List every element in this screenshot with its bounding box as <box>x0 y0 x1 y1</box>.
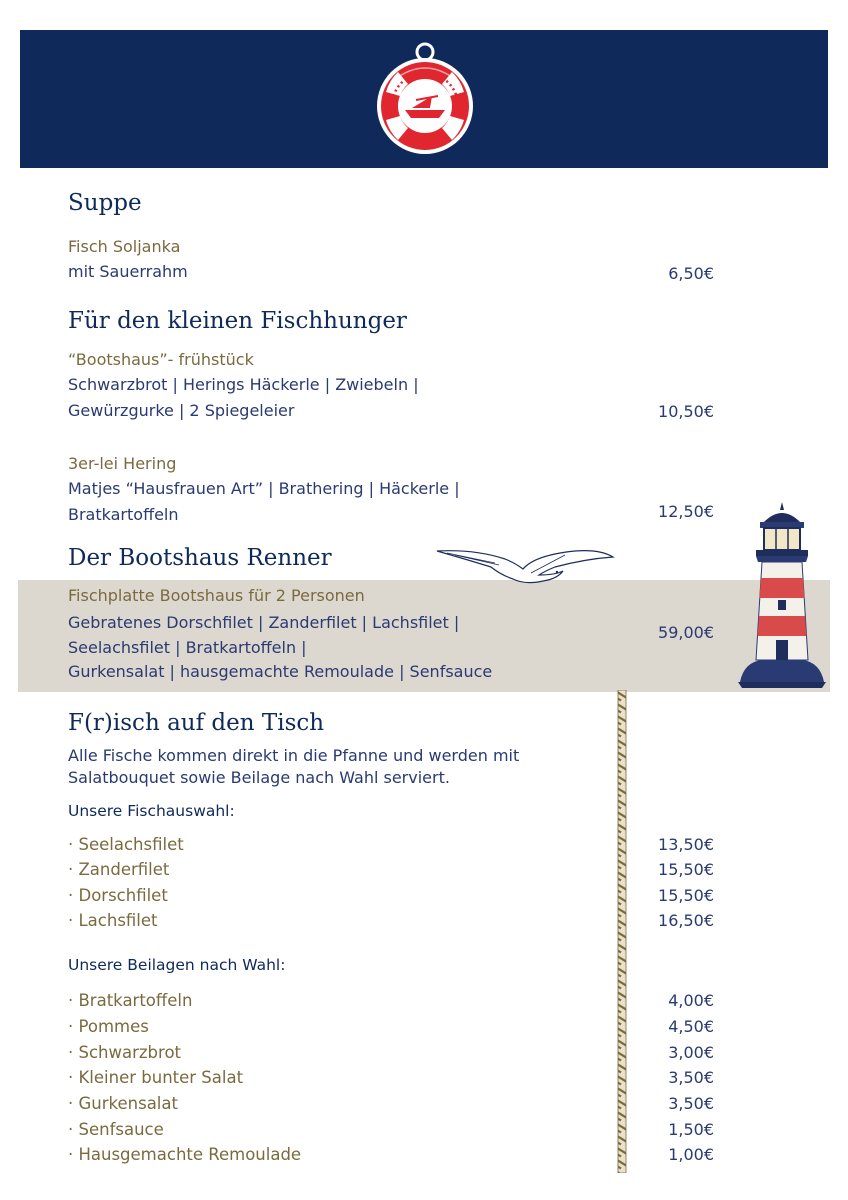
seagull-icon <box>435 545 615 590</box>
item-price: 6,50€ <box>668 264 714 283</box>
item-description: Gebratenes Dorschfilet | Zanderfilet | Lachsfilet | <box>68 613 460 632</box>
list-item: · Dorschfilet <box>68 886 168 905</box>
item-name: 3er-lei Hering <box>68 454 177 473</box>
list-item: · Pommes <box>68 1017 149 1036</box>
item-price: 3,50€ <box>668 1068 714 1087</box>
item-description: Gewürzgurke | 2 Spiegeleier <box>68 401 295 420</box>
rope-icon <box>617 690 627 1173</box>
item-description: Bratkartoffeln <box>68 505 179 524</box>
section-title-frisch: F(r)isch auf den Tisch <box>68 710 325 736</box>
list-item: · Gurkensalat <box>68 1094 178 1113</box>
list-item: · Kleiner bunter Salat <box>68 1068 244 1087</box>
item-description: mit Sauerrahm <box>68 262 188 281</box>
lighthouse-icon <box>736 500 828 690</box>
item-price: 10,50€ <box>658 402 714 421</box>
item-name: “Bootshaus”- frühstück <box>68 350 254 369</box>
item-price: 12,50€ <box>658 502 714 521</box>
list-item: · Senfsauce <box>68 1120 164 1139</box>
item-price: 15,50€ <box>658 860 714 879</box>
list-item: · Hausgemachte Remoulade <box>68 1145 302 1164</box>
list-item: · Seelachsfilet <box>68 835 184 854</box>
item-description: Matjes “Hausfrauen Art” | Brathering | Häckerle | <box>68 479 460 498</box>
item-price: 3,00€ <box>668 1043 714 1062</box>
item-description: Gurkensalat | hausgemachte Remoulade | Senfsauce <box>68 662 493 681</box>
item-price: 13,50€ <box>658 835 714 854</box>
item-price: 16,50€ <box>658 911 714 930</box>
section-title-renner: Der Bootshaus Renner <box>68 545 332 571</box>
item-price: 59,00€ <box>658 623 714 642</box>
item-price: 4,00€ <box>668 991 714 1010</box>
section-intro: Salatbouquet sowie Beilage nach Wahl serviert. <box>68 768 450 787</box>
section-intro: Alle Fische kommen direkt in die Pfanne und werden mit <box>68 746 520 765</box>
list-item: · Lachsfilet <box>68 911 158 930</box>
item-name: Fischplatte Bootshaus für 2 Personen <box>68 586 365 605</box>
item-description: Schwarzbrot | Herings Häckerle | Zwiebeln | <box>68 375 419 394</box>
item-price: 3,50€ <box>668 1094 714 1113</box>
item-name: Fisch Soljanka <box>68 237 181 256</box>
list-item: · Schwarzbrot <box>68 1043 182 1062</box>
list-item: · Bratkartoffeln <box>68 991 193 1010</box>
section-title-suppe: Suppe <box>68 190 142 216</box>
lifebuoy-logo-icon <box>372 40 478 160</box>
list-item: · Zanderfilet <box>68 860 170 879</box>
sides-label: Unsere Beilagen nach Wahl: <box>68 956 286 974</box>
section-title-kleiner-hunger: Für den kleinen Fischhunger <box>68 308 407 334</box>
item-price: 15,50€ <box>658 886 714 905</box>
item-price: 1,50€ <box>668 1120 714 1139</box>
fish-selection-label: Unsere Fischauswahl: <box>68 802 235 820</box>
item-price: 1,00€ <box>668 1145 714 1164</box>
item-price: 4,50€ <box>668 1017 714 1036</box>
item-description: Seelachsfilet | Bratkartoffeln | <box>68 638 307 657</box>
